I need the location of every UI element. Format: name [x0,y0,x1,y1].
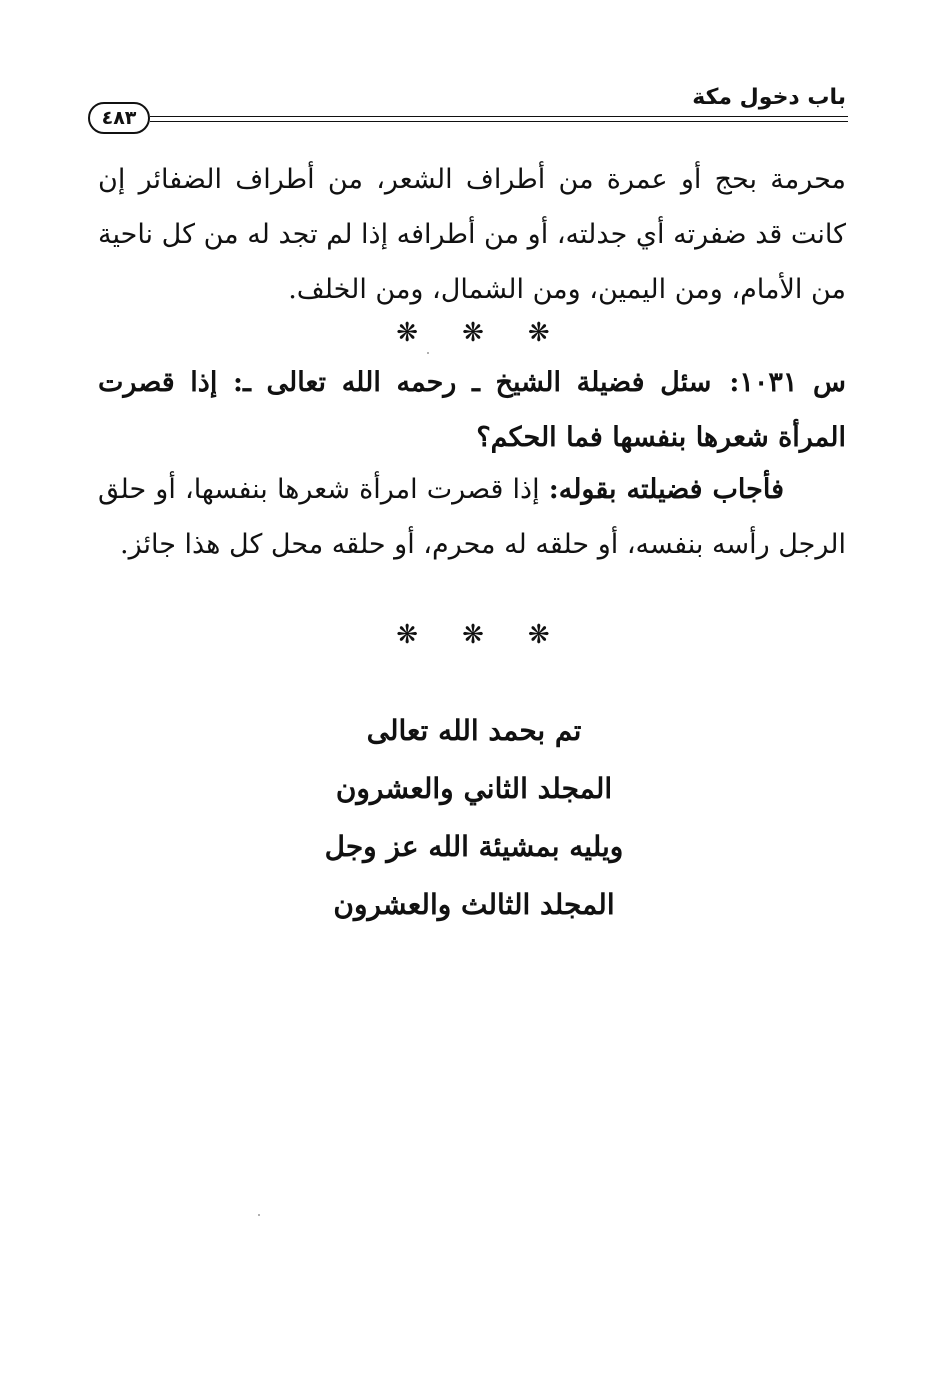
scan-speck [427,352,429,354]
separator-star: ❋ [527,318,550,348]
header-rule [150,116,848,117]
scan-speck [258,1214,260,1216]
answer-lead: فأجاب فضيلته بقوله: [548,474,784,505]
answer-block [98,462,846,572]
colophon-line: المجلد الثالث والعشرون [333,888,615,921]
page-number: ٤٨٣ [88,102,150,134]
paragraph-continuation [98,152,846,317]
answer-text: إذا قصرت امرأة شعرها بنفسها، أو حلق الرجل رأسه بنفسه، أو حلقه له محرم، أو حلقه محل كل هذا جائز. [98,474,846,560]
paragraph-text: محرمة بحج أو عمرة من أطراف الشعر، من أطراف الضفائر إن كانت قد ضفرته أي جدلته، أو من أطرافه إذا لم تجد له من كل ناحية من الأمام، ومن اليمين، ومن الشمال، ومن الخلف. [98,164,846,305]
separator-star: ❋ [462,620,484,650]
question-block [98,355,846,465]
colophon-line: ويليه بمشيئة الله عز وجل [324,830,624,863]
question-number: س ١٠٣١: [729,367,846,398]
separator-star: ❋ [396,318,419,348]
separator-star: ❋ [462,318,484,348]
running-title: باب دخول مكة [692,85,846,110]
header-rule-second [150,121,848,122]
question-paragraph [98,355,846,465]
question-text: سئل فضيلة الشيخ ـ رحمه الله تعالى ـ: إذا قصرت المرأة شعرها بنفسها فما الحكم؟ [98,367,846,453]
colophon-line: تم بحمد الله تعالى [366,714,582,747]
colophon [0,702,952,934]
colophon-line: المجلد الثاني والعشرون [335,772,613,805]
section-separator-end [0,620,949,650]
separator-star: ❋ [396,620,419,650]
answer-paragraph [98,462,846,572]
separator-star: ❋ [527,620,550,650]
section-separator [0,318,949,348]
